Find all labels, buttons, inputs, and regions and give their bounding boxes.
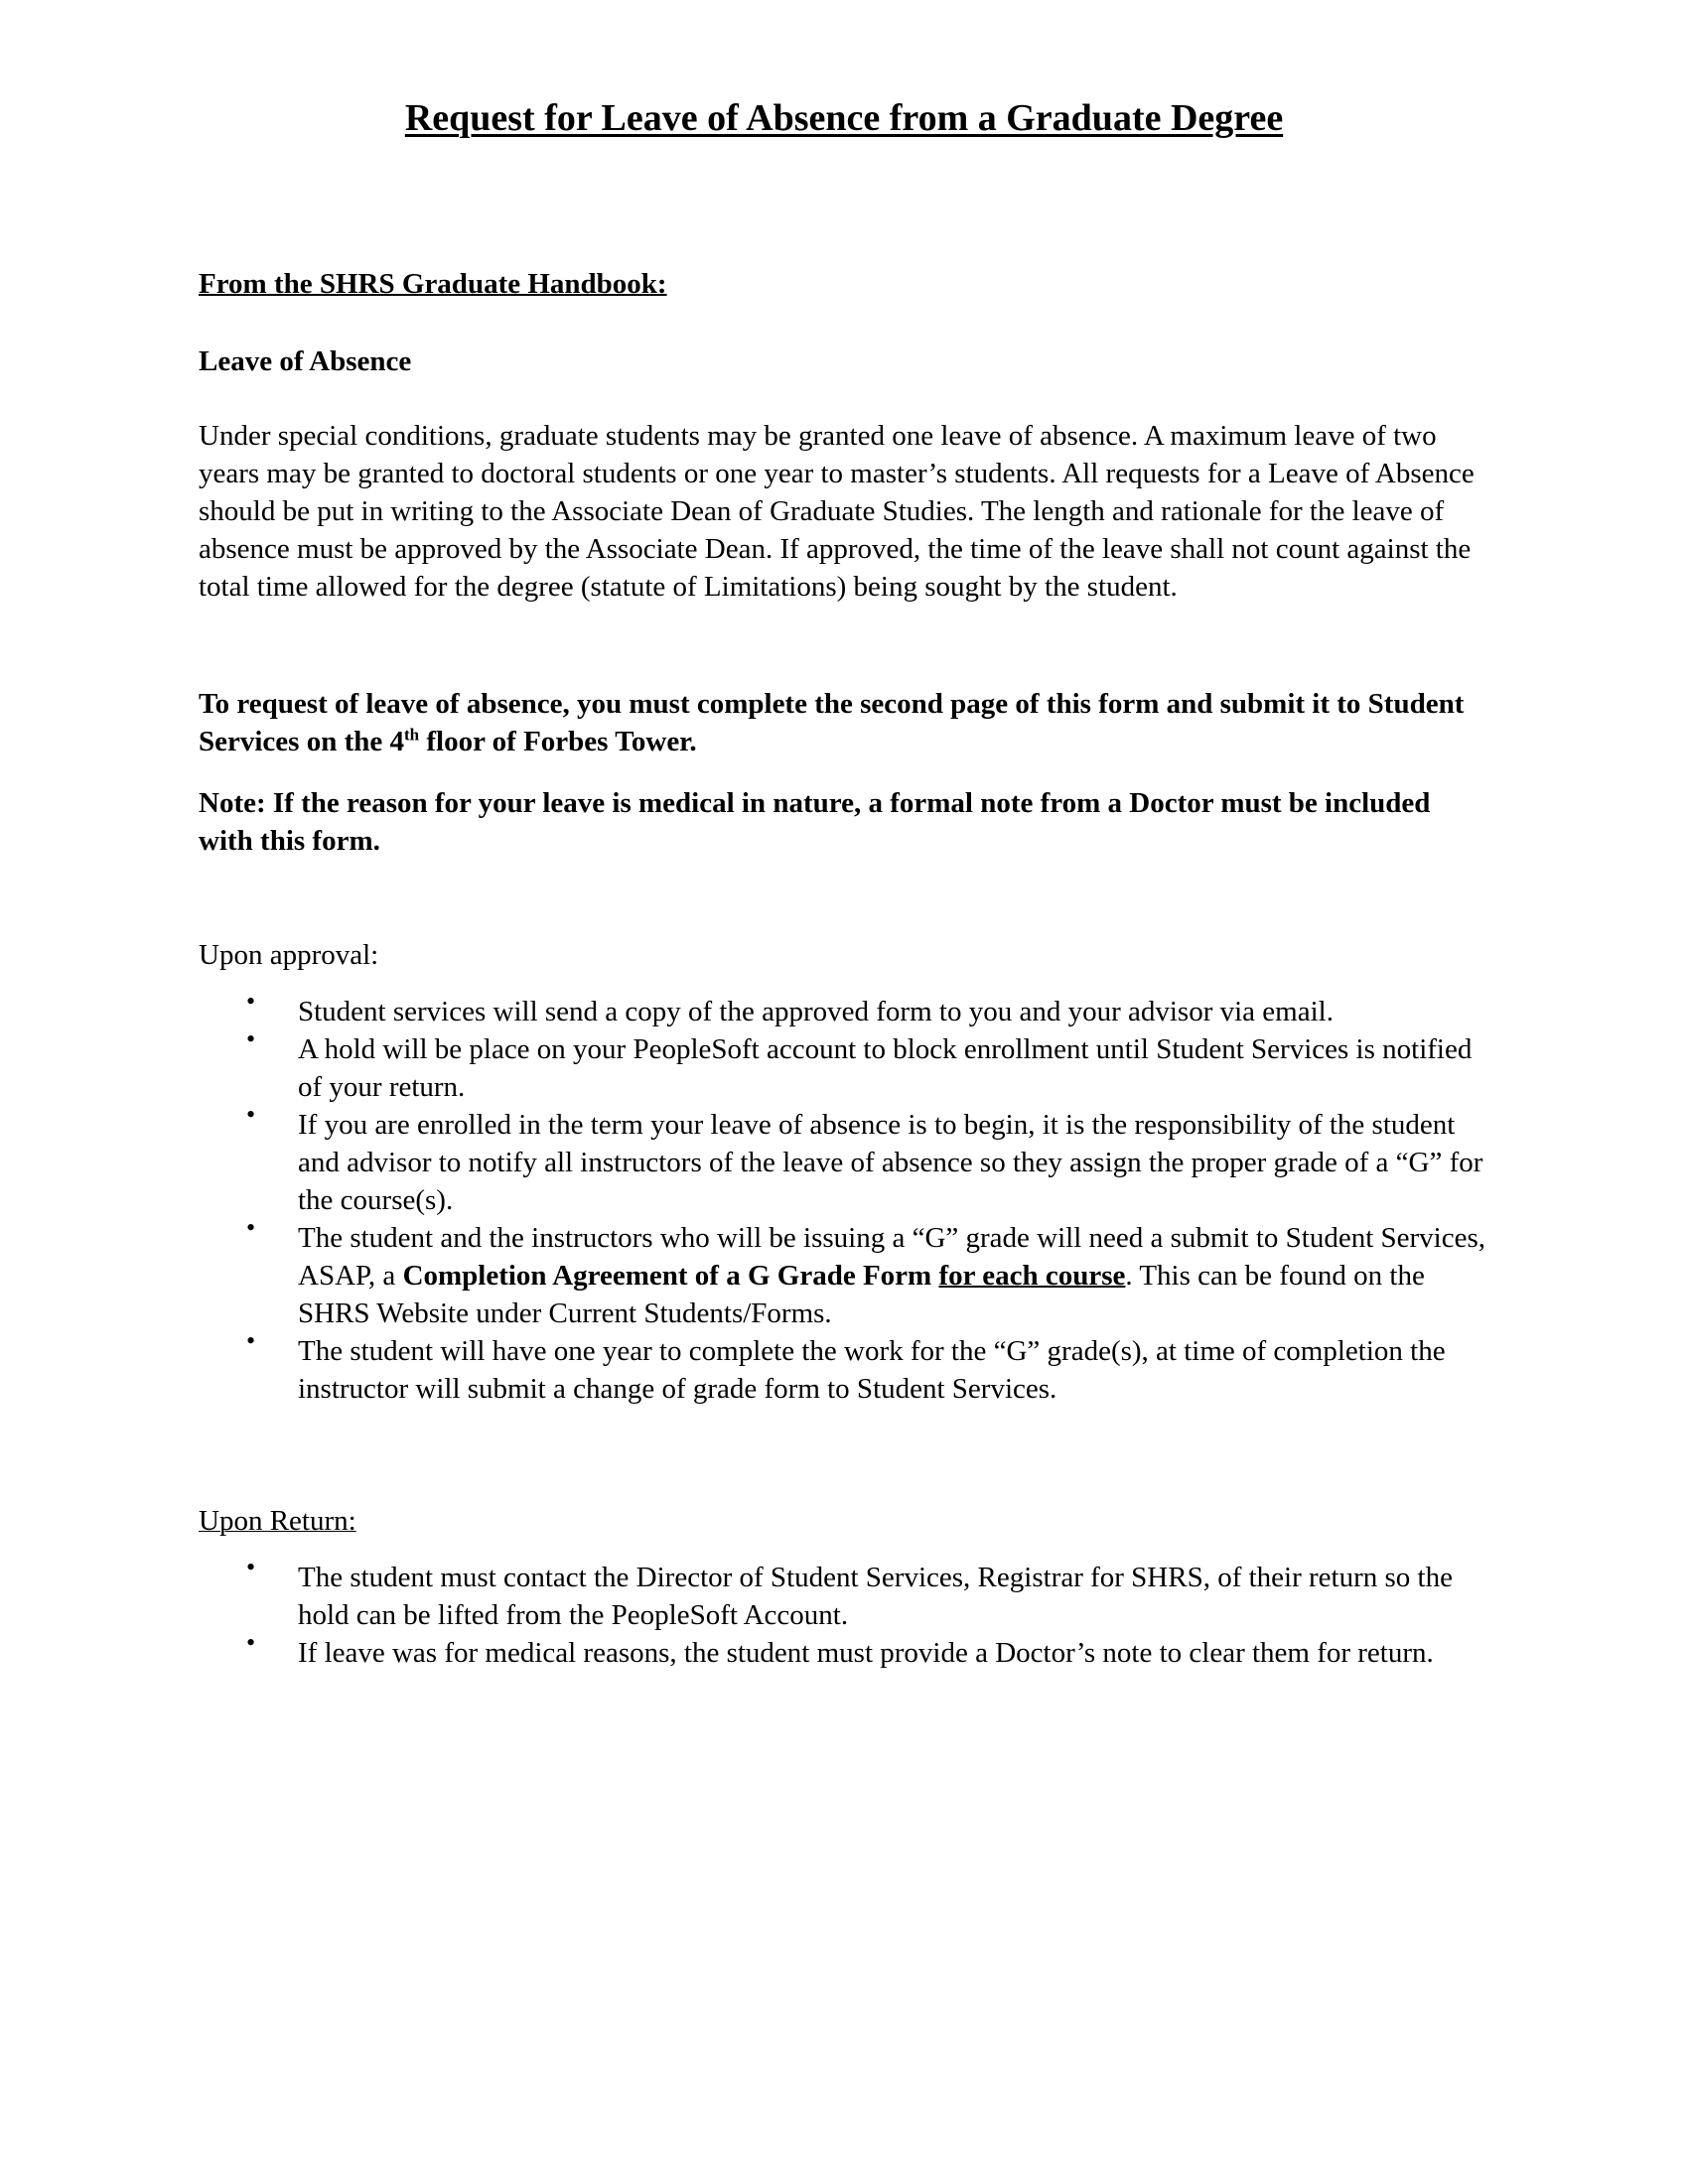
bullet-icon: • bbox=[246, 1628, 256, 1657]
upon-approval-label: Upon approval: bbox=[199, 939, 379, 971]
bullet-icon: • bbox=[246, 1100, 256, 1129]
bullet-icon: • bbox=[246, 987, 256, 1016]
list-item bbox=[199, 1628, 1489, 1672]
list-item-text-before: The student and the instructors who will be issuing a “G” grade will need a submit to Student Services, ASAP, a bbox=[298, 1222, 1486, 1292]
upon-return-label: Upon Return: bbox=[199, 1505, 356, 1537]
instruction-text-end: floor of Forbes Tower. bbox=[419, 726, 697, 757]
list-item bbox=[199, 1326, 1489, 1408]
g-grade-form-name: Completion Agreement of a G Grade Form bbox=[402, 1260, 932, 1292]
source-heading: From the SHRS Graduate Handbook: bbox=[199, 268, 667, 300]
submission-instruction bbox=[199, 685, 1489, 760]
bullet-icon: • bbox=[246, 1553, 256, 1581]
bullet-icon: • bbox=[246, 1024, 256, 1053]
list-item bbox=[199, 1024, 1489, 1106]
policy-paragraph: Under special conditions, graduate students may be granted one leave of absence. A maximum leave of two years may be granted to doctoral students or one year to master’s students. All requests for a Leave of Absence should be put in writing to the Associate Dean of Graduate Studies. The length and rationale for the leave of absence must be approved by the Associate Dean. If approved, the time of the leave shall not count against the total time allowed for the degree (statute of Limitations) being sought by the student. bbox=[199, 420, 1475, 603]
return-bullet-list bbox=[199, 1553, 1489, 1672]
for-each-course-emphasis: for each course bbox=[938, 1260, 1126, 1292]
list-item-text: If you are enrolled in the term your leave of absence is to begin, it is the responsibility of the student and advisor to notify all instructors of the leave of absence so they assign the proper grade of a “G” for the course(s). bbox=[298, 1109, 1483, 1216]
list-item-text: The student must contact the Director of Student Services, Registrar for SHRS, of their return so the hold can be lifted from the PeopleSoft Account. bbox=[298, 1562, 1453, 1631]
list-item-text bbox=[298, 1222, 1485, 1329]
list-item bbox=[199, 987, 1489, 1030]
instruction-text: To request of leave of absence, you must complete the second page of this form and submit it to Student Services on the 4 bbox=[199, 688, 1465, 757]
list-item bbox=[199, 1553, 1489, 1634]
page-title: Request for Leave of Absence from a Graduate Degree bbox=[404, 97, 1284, 139]
list-item-text: The student will have one year to complete the work for the “G” grade(s), at time of completion the instructor will submit a change of grade form to Student Services. bbox=[298, 1335, 1446, 1405]
instruction-superscript: th bbox=[404, 725, 420, 745]
section-subheading: Leave of Absence bbox=[199, 345, 412, 377]
bullet-icon: • bbox=[246, 1213, 256, 1242]
list-item-text: A hold will be place on your PeopleSoft account to block enrollment until Student Services is notified of your return. bbox=[298, 1033, 1473, 1103]
list-item-text: Student services will send a copy of the approved form to you and your advisor via email. bbox=[298, 996, 1334, 1027]
list-item-text-after: . This can be found on the SHRS Website under Current Students/Forms. bbox=[298, 1260, 1425, 1329]
list-item bbox=[199, 1100, 1489, 1219]
list-item bbox=[199, 1213, 1489, 1332]
approval-bullet-list bbox=[199, 987, 1489, 1408]
medical-note: Note: If the reason for your leave is medical in nature, a formal note from a Doctor must be included with this form. bbox=[199, 787, 1431, 857]
list-item-text: If leave was for medical reasons, the student must provide a Doctor’s note to clear them for return. bbox=[298, 1637, 1434, 1669]
bullet-icon: • bbox=[246, 1326, 256, 1355]
